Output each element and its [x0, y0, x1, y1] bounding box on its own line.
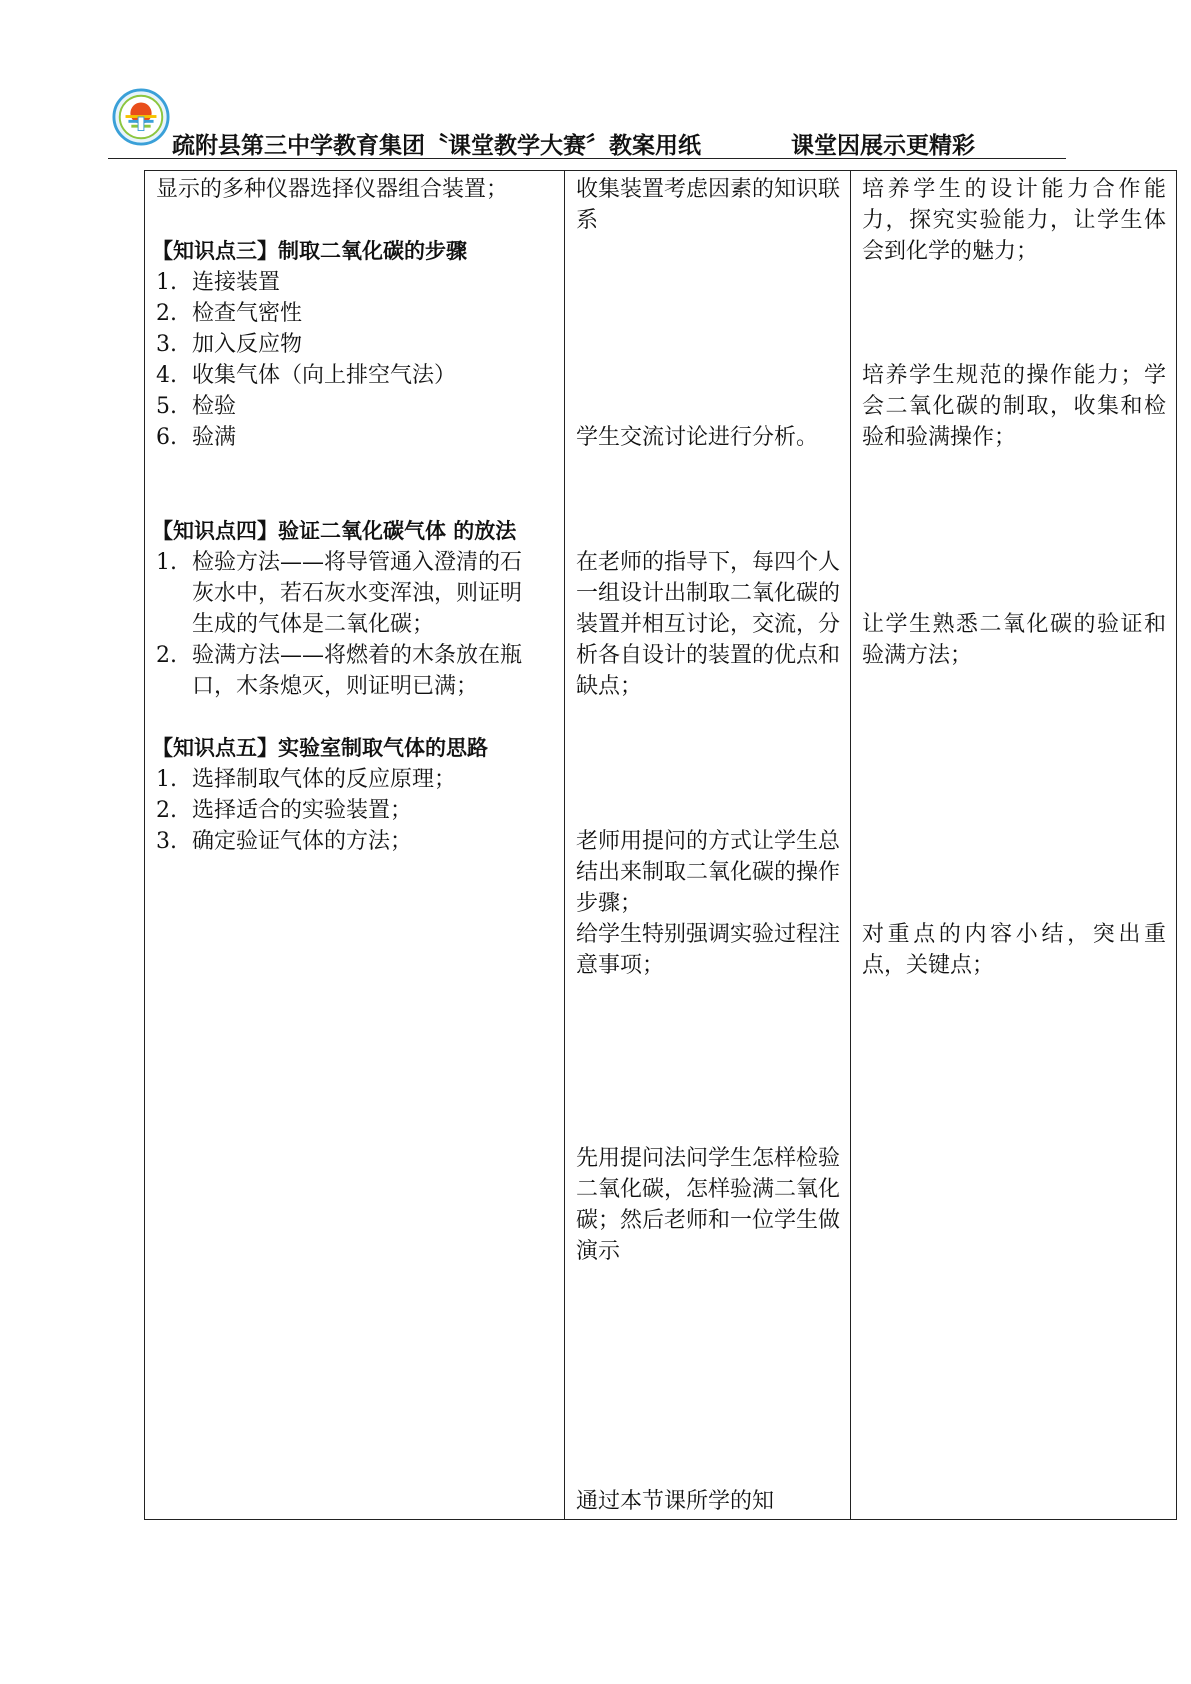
col2-paragraph: 学生交流讨论进行分析。	[576, 425, 819, 450]
header-slogan: 课堂因展示更精彩	[791, 133, 975, 159]
column-divider	[850, 170, 851, 1520]
list-item: 1. 检验方法——将导管通入澄清的石	[156, 550, 523, 575]
header-divider	[108, 158, 1066, 159]
section5-heading: 【知识点五】实验室制取气体的思路	[152, 736, 488, 760]
school-logo	[112, 88, 170, 146]
list-item: 2. 验满方法——将燃着的木条放在瓶	[156, 643, 523, 668]
col3-paragraph: 培养学生的设计能力合作能力，探究实验能力，让学生体会到化学的魅力；	[862, 177, 1166, 264]
list-item: 1. 选择制取气体的反应原理；	[156, 767, 457, 792]
list-item-continuation: 生成的气体是二氧化碳；	[192, 612, 435, 637]
list-item: 3. 确定验证气体的方法；	[156, 829, 413, 854]
list-item: 5. 检验	[156, 394, 237, 419]
col3-paragraph: 让学生熟悉二氧化碳的验证和验满方法；	[862, 612, 1166, 668]
col2-paragraph: 给学生特别强调实验过程注意事项；	[576, 922, 841, 978]
list-item: 6. 验满	[156, 425, 237, 450]
col2-paragraph: 通过本节课所学的知	[576, 1489, 775, 1514]
section3-heading: 【知识点三】制取二氧化碳的步骤	[152, 239, 467, 263]
col2-paragraph: 在老师的指导下，每四个人一组设计出制取二氧化碳的装置并相互讨论，交流，分析各自设计的装置的优点和缺点；	[576, 550, 841, 699]
list-item: 2. 检查气密性	[156, 301, 303, 326]
list-item: 3. 加入反应物	[156, 332, 303, 357]
col3-paragraph: 培养学生规范的操作能力；学会二氧化碳的制取，收集和检验和验满操作；	[862, 363, 1166, 450]
col2-paragraph: 老师用提问的方式让学生总结出来制取二氧化碳的操作步骤；	[576, 829, 841, 916]
list-item-continuation: 灰水中，若石灰水变浑浊，则证明	[192, 581, 523, 606]
list-item: 4. 收集气体（向上排空气法）	[156, 363, 457, 388]
col2-paragraph: 收集装置考虑因素的知识联系	[576, 177, 841, 233]
col2-paragraph: 先用提问法问学生怎样检验二氧化碳，怎样验满二氧化碳；然后老师和一位学生做演示	[576, 1146, 841, 1264]
list-item: 1. 连接装置	[156, 270, 281, 295]
col1-intro: 显示的多种仪器选择仪器组合装置；	[156, 177, 509, 202]
list-item-continuation: 口，木条熄灭，则证明已满；	[192, 674, 479, 699]
col3-paragraph: 对重点的内容小结，突出重点，关键点；	[862, 922, 1166, 978]
column-divider	[564, 170, 565, 1520]
list-item: 2. 选择适合的实验装置；	[156, 798, 413, 823]
section4-heading: 【知识点四】验证二氧化碳气体 的放法	[152, 519, 517, 543]
header-title: 疏附县第三中学教育集团〝课堂教学大赛〞教案用纸	[172, 133, 701, 159]
